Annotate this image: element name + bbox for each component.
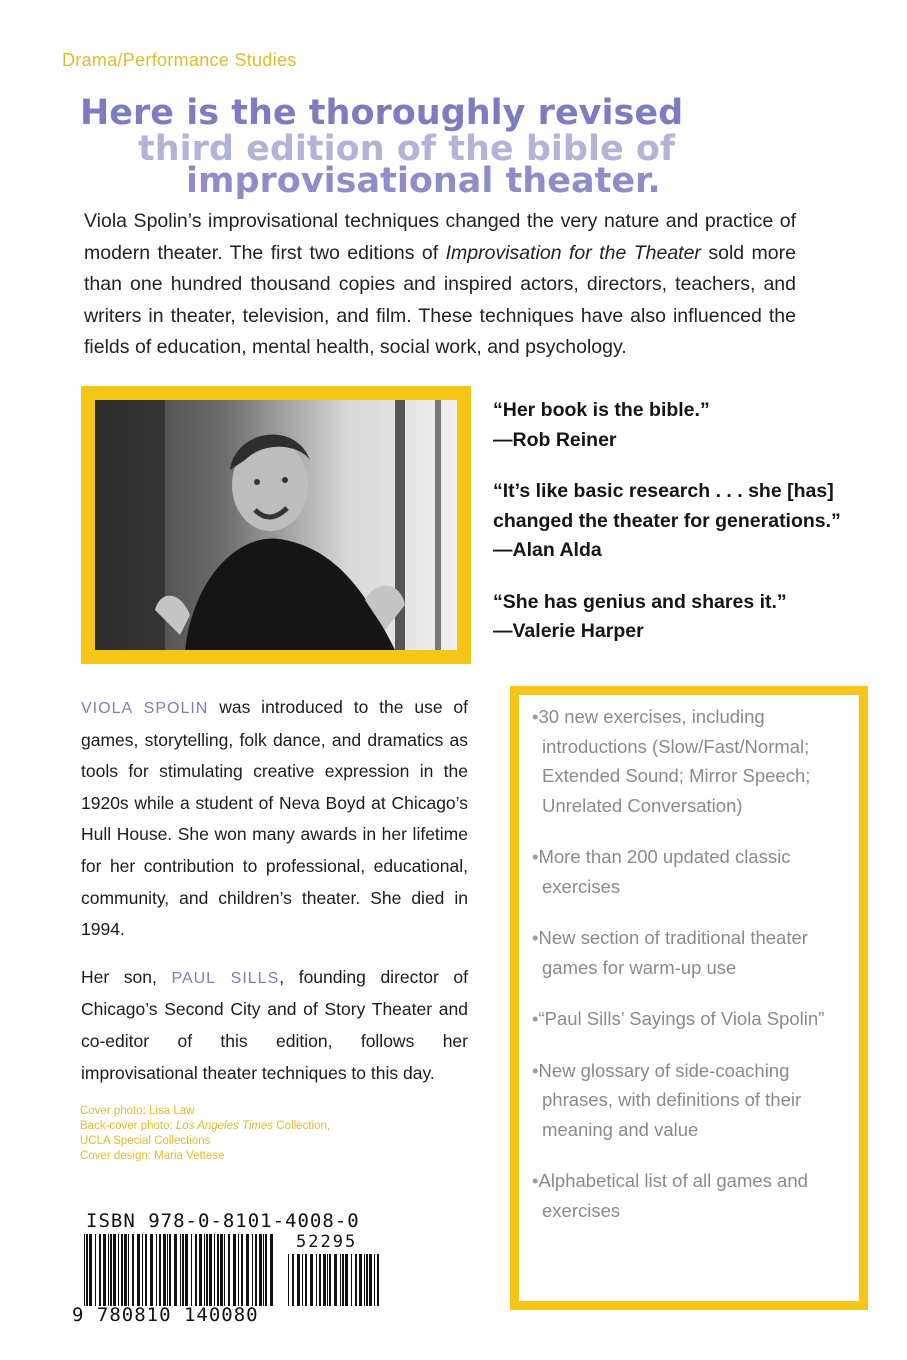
barcode-bar [323,1254,326,1306]
barcode-bar [345,1254,348,1306]
feature-text: Alphabetical list of all games and exercises [538,1170,808,1221]
barcode-bar [255,1234,257,1306]
barcode-bar [113,1234,116,1306]
intro-book-title: Improvisation for the Theater [445,241,701,264]
intro-text-1: Viola Spolin’s improvisational techniques changed the very nature and practice of modern theater. The first two editions of [84,210,796,264]
bullet-icon: • [532,1008,539,1029]
author-name: VIOLA SPOLIN [81,700,209,717]
barcode-bar [377,1254,379,1306]
barcode-bar [191,1234,192,1306]
back-cover-credit [80,1119,470,1134]
barcode-bar [305,1254,307,1306]
barcode-digits: 9 780810 140080 [72,1304,259,1326]
price-barcode [288,1254,380,1306]
bullet-icon: • [532,1059,539,1081]
barcode-bar [374,1254,375,1306]
feature-text: 30 new exercises, including introductions (Slow/Fast/Normal; Extended Sound; Mirror Speech; Unrelated Conversation) [538,706,811,816]
barcode-bar [292,1254,294,1306]
barcode-bar [204,1234,205,1306]
feature-text: New glossary of side-coaching phrases, with definitions of their meaning and value [538,1059,802,1140]
barcode-bar [366,1254,368,1306]
feature-text: New section of traditional theater games for warm-up use [538,927,808,978]
barcode-bar [265,1234,267,1306]
barcode-bar [319,1254,321,1306]
barcode-bar [174,1234,177,1306]
barcode-bar [163,1234,166,1306]
barcode-bar [99,1234,101,1306]
barcode-bar [334,1254,337,1306]
back-cover-credit-line-2: UCLA Special Collections [80,1135,211,1147]
author-bio [81,692,468,1105]
barcode-bar [263,1234,264,1306]
headline-line-1: Here is the thoroughly revised [80,93,684,133]
barcode-bar [84,1234,85,1306]
quote-text: “She has genius and shares it.” [493,590,787,613]
barcode-bar [95,1234,96,1306]
barcode-bar [316,1254,317,1306]
feature-item [532,923,850,982]
quote-alda [493,477,853,566]
barcode-bar [182,1234,184,1306]
barcode-bar [238,1234,239,1306]
bio-paragraph-1 [81,692,468,946]
barcode-bar [241,1234,243,1306]
barcode-bar [214,1234,215,1306]
quotes-block [493,396,853,669]
barcode-bar [327,1254,328,1306]
barcode-bar [252,1234,253,1306]
barcode-bar [159,1234,161,1306]
barcode-bar [108,1234,109,1306]
quote-author: —Rob Reiner [493,428,617,451]
barcode-bar [329,1254,331,1306]
barcode-bar [156,1234,157,1306]
feature-text: More than 200 updated classic exercises [538,846,791,897]
son-prefix: Her son, [81,966,172,987]
cover-photo-credit: Cover photo: Lisa Law [80,1105,195,1117]
barcode-bar [224,1234,225,1306]
quote-text: “Her book is the bible.” [493,399,710,421]
son-text: , founding director of Chicago’s Second City and of Story Theater and co-editor of this edition, follows her improvisational theater techniques to this day. [81,966,468,1083]
barcode-bar [124,1234,127,1306]
feature-item [532,1004,850,1034]
barcode-bar [132,1234,134,1306]
back-source: Los Angeles Times [175,1120,274,1132]
quote-text: “It’s like basic research . . . she [has] changed the theater for generations.” [493,480,841,532]
barcode-bar [246,1234,249,1306]
barcode-bar [103,1234,106,1306]
quote-harper [493,588,853,647]
category-label: Drama/Performance Studies [62,50,297,70]
barcode-bar [110,1234,112,1306]
bio-text: was introduced to the use of games, storytelling, folk dance, and dramatics as tools for stimulating creative expression in the 1920s while a student of Neva Boyd at Chicago’s Hull House. She won many awards in her lifetime for her contribution to professional, educational, community, and children’s theater. She died in 1994. [81,697,469,940]
author-photo [95,400,457,650]
back-suffix: Collection, [273,1120,331,1132]
barcode-bar [288,1254,289,1306]
barcode-bar [180,1234,181,1306]
son-name: PAUL SILLS [171,969,280,987]
barcode-bar [209,1234,212,1306]
quote-author: —Valerie Harper [493,620,644,642]
bullet-icon: • [532,927,539,948]
barcode-bar [259,1234,262,1306]
barcode-bar [128,1234,129,1306]
isbn-label: ISBN 978-0-8101-4008-0 [86,1210,360,1232]
barcode-bar [351,1254,352,1306]
barcode-bar [364,1254,365,1306]
barcode-bar [340,1254,341,1306]
design-credit: Cover design: Maria Vettese [80,1150,225,1162]
barcode-bar [369,1254,372,1306]
headline-line-3: improvisational theater. [186,161,661,201]
barcode-bar [142,1234,143,1306]
barcode-bar [355,1254,357,1306]
barcode-bar [169,1234,171,1306]
quote-author: —Alan Alda [493,539,602,561]
barcode-bar [310,1254,313,1306]
barcode-bar [167,1234,168,1306]
barcode-bar [89,1234,92,1306]
feature-item [532,702,850,820]
isbn-barcode [84,1234,274,1306]
photo-credits [80,1104,470,1164]
barcode-bar [302,1254,303,1306]
barcode-bar [150,1234,153,1306]
intro-paragraph [84,206,796,364]
barcode-bar [233,1234,236,1306]
barcode-bar [228,1234,230,1306]
barcode-bar [342,1254,344,1306]
headline-line-2: third edition of the bible of [138,129,676,169]
features-list [532,702,850,1247]
barcode-bar [86,1234,88,1306]
feature-text: “Paul Sills’ Sayings of Viola Spolin” [538,1008,825,1029]
barcode-bar [297,1254,300,1306]
bio-paragraph-2 [81,962,468,1089]
back-prefix: Back-cover photo: [80,1120,176,1132]
barcode-bar [199,1234,202,1306]
feature-item [532,842,850,901]
barcode-bar [206,1234,208,1306]
bullet-icon: • [532,846,539,867]
bullet-icon: • [532,1170,539,1191]
barcode-bar [118,1234,119,1306]
barcode-bar [185,1234,188,1306]
barcode-bar [145,1234,147,1306]
barcode-bar [121,1234,123,1306]
barcode-bar [359,1254,362,1306]
feature-item [532,1166,850,1225]
barcode-bar [270,1234,273,1306]
feature-item [532,1056,850,1145]
barcode-bar [137,1234,140,1306]
intro-text-2: sold more than one hundred thousand copies and inspired actors, directors, teachers, and writers in theater, television, and film. These techniques have also influenced the fields of education, mental health, social work, and psychology. [84,241,796,358]
barcode-bar [195,1234,197,1306]
quote-reiner [493,396,853,455]
barcode-bar [217,1234,219,1306]
barcode-bar [220,1234,223,1306]
price-code: 52295 [296,1232,358,1252]
bullet-icon: • [532,706,539,727]
